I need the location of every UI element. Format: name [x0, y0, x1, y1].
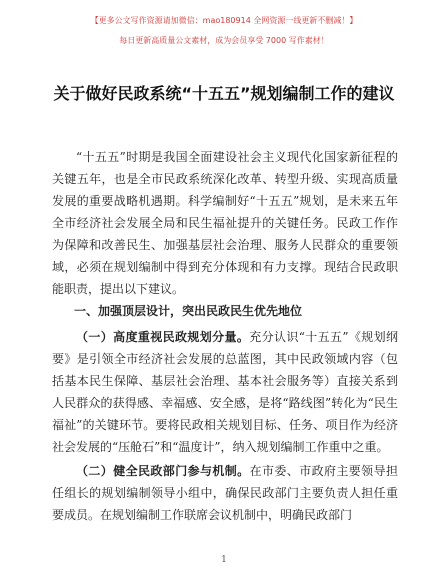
document-title: 关于做好民政系统“十五五”规划编制工作的建议	[53, 84, 395, 103]
promo-banner-line1: 【更多公文写作资源请加微信：mao180914 全网资源一线更新不删减！】	[90, 16, 358, 25]
page-number: 1	[221, 555, 227, 565]
point2-paragraph	[52, 460, 398, 526]
intro-paragraph: “十五五”时期是我国全面建设社会主义现代化国家新征程的关键五年，也是全市民政系统深化改革、转型升级、实现高质量发展的重要战略机遇期。科学编制好“十五五”规划，是未来五年全市经济社会发展全局和民生福祉提升的关键任务。民政工作作为保障和改善民生、加强基层社会治理、服务人民群众的重要领域，必须在规划编制中得到充分体现和有力支撑。现结合民政职能职责，提出以下建议。	[52, 150, 398, 296]
point1-paragraph	[52, 326, 398, 458]
point2-body: 在市委、市政府主要领导担任组长的规划编制领导小组中，确保民政部门主要负责人担任重要成员。在规划编制工作联席会议机制中，明确民政部门	[52, 464, 398, 522]
point1-body: 充分认识“十五五”《规划纲要》是引领全市经济社会发展的总蓝图，其中民政领域内容（包括基本民生保障、基层社会治理、基本社会服务等）直接关系到人民群众的获得感、幸福感、安全感，是将“路线图”转化为“民生福祉”的关键环节。要将民政相关规划目标、任务、项目作为经济社会发展的“压舱石”和“温度计”，纳入规划编制工作重中之重。	[52, 330, 398, 454]
point1-lead: （一）高度重视民政规划分量。	[76, 330, 250, 344]
point2-lead: （二）健全民政部门参与机制。	[76, 464, 250, 478]
promo-banner-line2: 每日更新高质量公文素材，成为会员享受 7000 写作素材！	[119, 36, 329, 45]
section1-heading: 一、加强顶层设计，突出民政民生优先地位	[74, 304, 303, 318]
